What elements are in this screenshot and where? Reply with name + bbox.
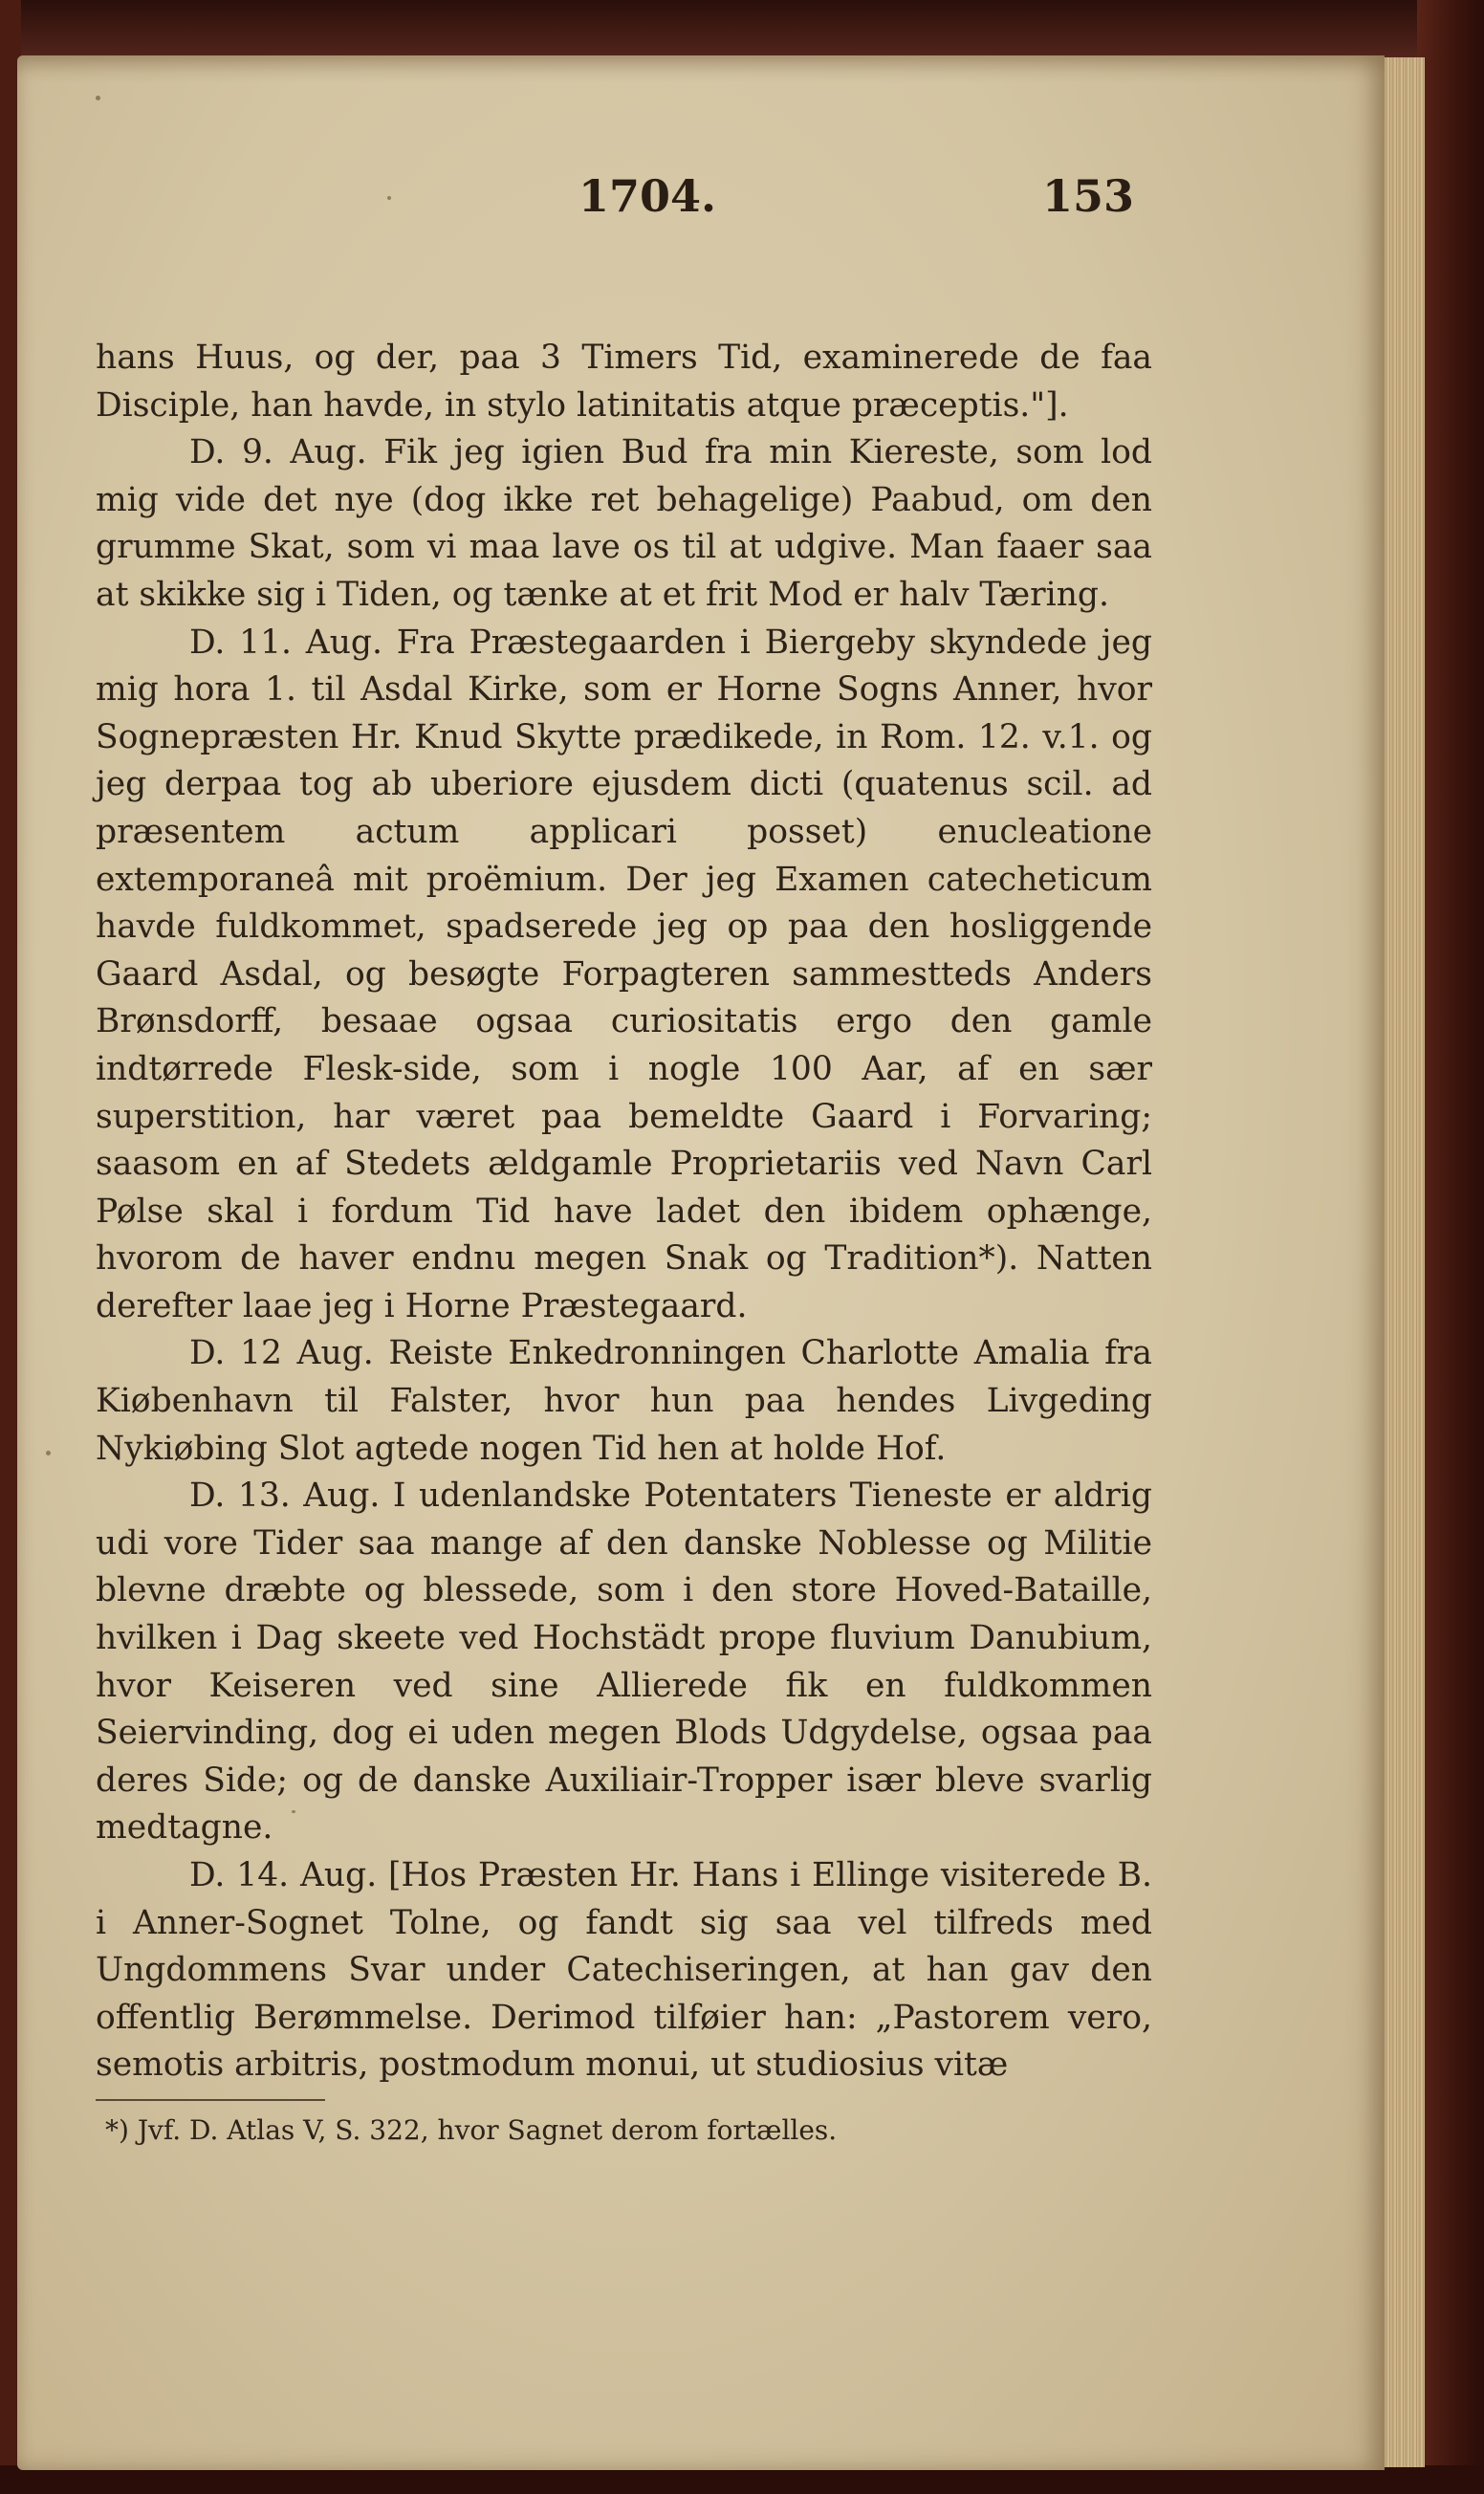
paper-speck [46,1451,51,1455]
paper-speck [96,96,100,100]
footnote-rule [96,2099,325,2101]
diary-entry-aug-11: D. 11. Aug. Fra Præstegaarden i Biergeby skyndede jeg mig hora 1. til Asdal Kirke, som er Horne Sogns Anner, hvor Sognepræsten Hr. Knud Skytte prædikede, in Rom. 12. v.1. og jeg derpaa tog ab uberiore ejusdem dicti (quatenus scil. ad præsentem actum applicari posset) enucleatione extemporaneâ mit proëmium. Der jeg Examen catecheticum havde fuldkommet, spadserede jeg op paa den hosliggende Gaard Asdal, og besøgte Forpagteren sammestteds Anders Brønsdorff, besaae ogsaa curiositatis ergo den gamle indtørrede Flesk-side, som i nogle 100 Aar, af en sær superstition, har været paa bemeldte Gaard i Forvaring; saasom en af Stedets ældgamle Proprietariis ved Navn Carl Pølse skal i fordum Tid have ladet den ibidem ophænge, hvorom de haver endnu megen Snak og Tradition*). Natten derefter laae jeg i Horne Præstegaard. [96,623,1152,1325]
diary-entry-aug-9: D. 9. Aug. Fik jeg igien Bud fra min Kiereste, som lod mig vide det nye (dog ikke ret behagelige) Paabud, om den grumme Skat, som vi maa lave os til at udgive. Man faaer saa at skikke sig i Tiden, og tænke at et frit Mod er halv Tæring. [96,433,1152,614]
page-header [0,170,1484,247]
footnote: *) Jvf. D. Atlas V, S. 322, hvor Sagnet derom fortælles. [105,2114,838,2146]
diary-entry-aug-12: D. 12 Aug. Reiste Enkedronningen Charlotte Amalia fra Kiøbenhavn til Falster, hvor hun paa hendes Livgeding Nykiøbing Slot agtede nogen Tid hen at holde Hof. [96,1334,1152,1468]
page-number: 153 [1042,170,1135,222]
diary-entry-aug-13: D. 13. Aug. I udenlandske Potentaters Tieneste er aldrig udi vore Tider saa mange af den danske Noblesse og Militie blevne dræbte og blessede, som i den store Hoved-Bataille, hvilken i Dag skeete ved Hochstädt prope fluvium Danubium, hvor Keiseren ved sine Allierede fik en fuldkommen Seiervinding, dog ei uden megen Blods Udgydelse, ogsaa paa deres Side; og de danske Auxiliair-Tropper især bleve svarlig medtagne. [96,1477,1152,1848]
diary-entry-aug-14: D. 14. Aug. [Hos Præsten Hr. Hans i Ellinge visiterede B. i Anner-Sognet Tolne, og fandt sig saa vel tilfreds med Ungdommens Svar under Catechiseringen, at han gav den offentlig Berømmelse. Derimod tilføier han: „Pastorem vero, semotis arbitris, postmodum monui, ut studiosius vitæ [96,1856,1152,2085]
paragraph-continued: hans Huus, og der, paa 3 Timers Tid, examinerede de faa Disciple, han havde, in stylo latinitatis atque præceptis."]. [96,339,1152,425]
body-text [96,335,1152,2089]
book-cover-right [1417,0,1484,2494]
running-head-year: 1704. [578,170,717,222]
